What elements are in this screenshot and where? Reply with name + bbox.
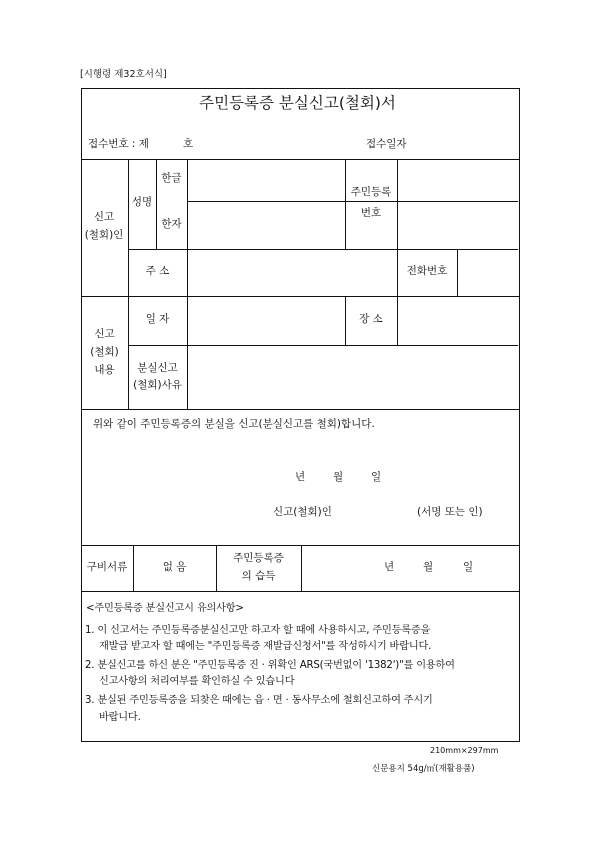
lost-date-field[interactable] <box>189 298 343 343</box>
note-line: 재발급 받고자 할 때에는 "주민등록증 재발급신청서"를 작성하시기 바랍니다. <box>99 641 432 652</box>
form-title: 주민등록증 분실신고(철회)서 <box>199 94 396 112</box>
documents-label: 구비서류 <box>86 561 128 573</box>
address-field[interactable] <box>189 251 395 294</box>
reporter-section-label: 신고 <box>93 211 115 223</box>
receipt-number-suffix: 호 <box>183 138 194 150</box>
name-label: 성명 <box>131 196 153 208</box>
note-line: 3. 분실된 주민등록증을 되찾은 때에는 읍 · 면 · 동사무소에 철회신고하여 주시기 <box>85 695 433 706</box>
note-line: 신고사항의 처리여부를 확인하실 수 있습니다 <box>99 676 295 687</box>
recovered-day: 일 <box>463 561 474 573</box>
declaration-month: 월 <box>333 471 344 483</box>
address-label: 주 소 <box>145 265 170 277</box>
rrn-label-2: 번호 <box>360 207 382 219</box>
signer-name-field[interactable] <box>340 500 412 522</box>
lost-place-label: 장 소 <box>359 313 383 325</box>
content-section-label: 신고 <box>94 328 115 340</box>
hangul-label: 한글 <box>161 172 182 184</box>
signer-label: 신고(철회)인 <box>273 506 332 518</box>
receipt-date-label: 접수일자 <box>366 138 407 150</box>
documents-value: 없 음 <box>162 561 187 573</box>
declaration-day: 일 <box>371 471 382 483</box>
paper-size: 210mm×297mm <box>430 746 499 755</box>
note-line: 2. 분실신고를 하신 분은 "주민등록증 진 · 위확인 ARS(국번없이 '1382')"를 이용하여 <box>85 660 455 671</box>
signature-hint: (서명 또는 인) <box>417 506 483 518</box>
phone-field[interactable] <box>459 251 516 294</box>
lost-date-label: 일 자 <box>145 313 170 325</box>
reason-label-2: (철회)사유 <box>133 379 182 391</box>
declaration-year: 년 <box>295 471 306 483</box>
card-recovered-label: 주민등록증 <box>233 552 284 564</box>
card-recovered-label-2: 의 습득 <box>241 570 276 582</box>
note-line: 1. 이 신고서는 주민등록증분실신고만 하고자 할 때에 사용하시고, 주민등록증을 <box>85 625 431 636</box>
notes-heading: <주민등록증 분실신고시 유의사항> <box>86 603 244 614</box>
reporter-section-label-2: (철회)인 <box>84 229 124 241</box>
receipt-number-label: 접수번호 : 제 <box>88 138 149 150</box>
reason-field[interactable] <box>189 347 516 407</box>
phone-label: 전화번호 <box>406 265 448 277</box>
reason-label: 분실신고 <box>137 362 178 374</box>
paper-spec: 신문용지 54g/㎡(재활용품) <box>372 764 475 774</box>
rrn-label: 주민등록 <box>350 186 392 198</box>
declaration-statement: 위와 같이 주민등록증의 분실을 신고(분실신고를 철회)합니다. <box>93 418 375 430</box>
note-line: 바랍니다. <box>99 712 141 723</box>
recovered-year: 년 <box>384 561 395 573</box>
content-section-label-3: 내용 <box>94 364 115 376</box>
name-hanja-field[interactable] <box>189 203 343 247</box>
name-hangul-field[interactable] <box>189 161 343 199</box>
recovered-month: 월 <box>423 561 434 573</box>
lost-place-field[interactable] <box>399 298 516 343</box>
content-section-label-2: (철회) <box>90 346 119 358</box>
hanja-label: 한자 <box>161 218 182 230</box>
form-code: [시행령 제32호서식] <box>80 69 167 80</box>
rrn-field[interactable] <box>399 161 516 247</box>
